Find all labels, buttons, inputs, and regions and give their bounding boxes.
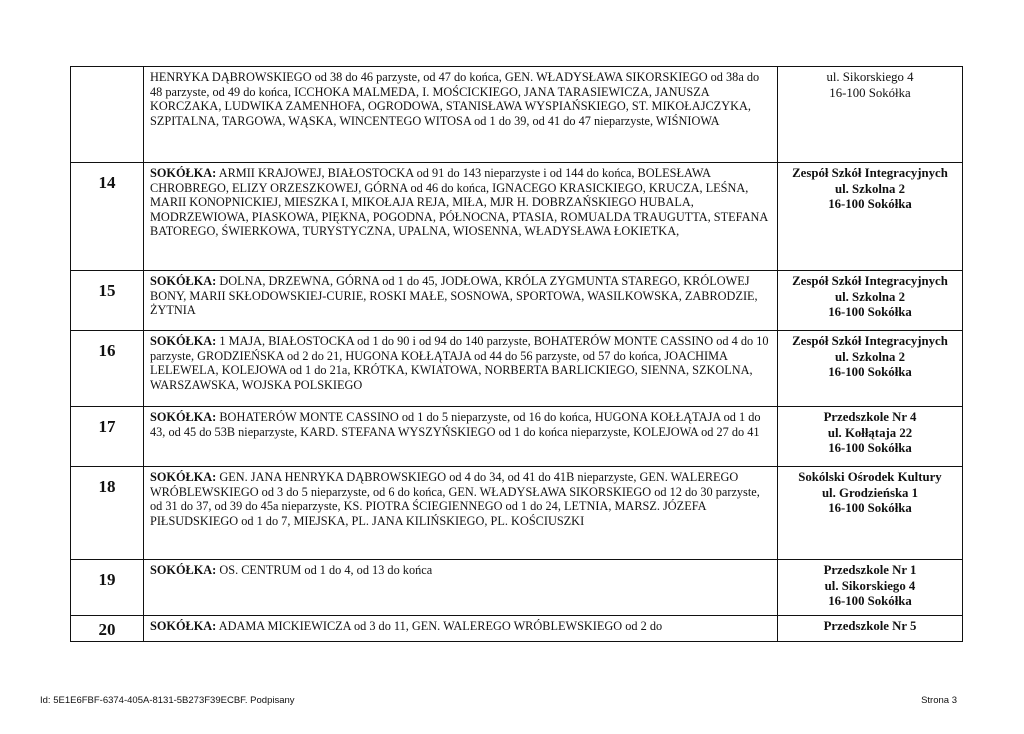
district-area bbox=[144, 67, 778, 163]
district-streets: ADAMA MICKIEWICZA od 3 do 11, GEN. WALEREGO WRÓBLEWSKIEGO od 2 do bbox=[218, 619, 663, 633]
polling-station bbox=[778, 67, 963, 163]
table-row bbox=[71, 560, 963, 616]
polling-station-line: ul. Sikorskiego 4 bbox=[826, 70, 914, 84]
district-town: SOKÓŁKA: bbox=[150, 410, 217, 424]
polling-station-line: ul. Szkolna 2 bbox=[834, 349, 906, 364]
table-row bbox=[71, 407, 963, 467]
document-id-footer: Id: 5E1E6FBF-6374-405A-8131-5B273F39ECBF. Podpisany bbox=[40, 695, 295, 706]
district-town: SOKÓŁKA: bbox=[150, 563, 217, 577]
table-row bbox=[71, 271, 963, 331]
polling-station bbox=[778, 616, 963, 642]
polling-station-line: 16-100 Sokółka bbox=[828, 365, 912, 379]
polling-station-line: 16-100 Sokółka bbox=[828, 594, 912, 608]
polling-station-line: Sokólski Ośrodek Kultury bbox=[798, 470, 942, 484]
polling-station-line: 16-100 Sokółka bbox=[828, 501, 912, 515]
polling-station-line: 16-100 Sokółka bbox=[828, 305, 912, 319]
table-row bbox=[71, 331, 963, 407]
district-number: 14 bbox=[71, 163, 144, 271]
polling-station-line: Zespół Szkół Integracyjnych bbox=[792, 274, 948, 288]
district-streets: ARMII KRAJOWEJ, BIAŁOSTOCKA od 91 do 143 nieparzyste i od 144 do końca, BOLESŁAWA CHROBREGO, ELIZY ORZESZKOWEJ, GÓRNA od 46 do końca, IGNACEGO KRASICKIEGO, KRUCZA, LEŚNA, MARII KONOPNICKIEJ, MIESZKA I, MIKOŁAJA REJA, MIŁA, MJR H. DOBRZAŃSKIEGO HUBALA, MODRZEWIOWA, PIASKOWA, PIĘKNA, POGODNA, PÓŁNOCNA, PTASIA, ROMUALDA TRAUGUTTA, STEFANA BATOREGO, ŚWIERKOWA, TURYSTYCZNA, UPALNA, WIOSENNA, WŁADYSŁAWA ŁOKIETKA, bbox=[150, 166, 768, 239]
district-area bbox=[144, 467, 778, 560]
polling-station bbox=[778, 271, 963, 331]
districts-table bbox=[70, 66, 963, 642]
polling-station-line: ul. Sikorskiego 4 bbox=[824, 578, 916, 593]
polling-station-line: ul. Kołłątaja 22 bbox=[827, 425, 913, 440]
table-row bbox=[71, 163, 963, 271]
district-town: SOKÓŁKA: bbox=[150, 334, 217, 348]
district-area bbox=[144, 616, 778, 642]
district-number: 15 bbox=[71, 271, 144, 331]
polling-station bbox=[778, 407, 963, 467]
district-streets: GEN. JANA HENRYKA DĄBROWSKIEGO od 4 do 34, od 41 do 41B nieparzyste, GEN. WALEREGO WRÓBLEWSKIEGO od 3 do 5 nieparzyste, od 6 do końca, GEN. WŁADYSŁAWA SIKORSKIEGO od 12 do 30 parzyste, od 31 do 37, od 39 do 45a nieparzyste, KS. PIOTRA ŚCIEGIENNEGO od 1 do 24, LETNIA, MARSZ. JÓZEFA PIŁSUDSKIEGO od 1 do 7, MIEJSKA, PL. JANA KILIŃSKIEGO, PL. KOŚCIUSZKI bbox=[150, 470, 760, 528]
district-town: SOKÓŁKA: bbox=[150, 166, 217, 180]
district-number: 20 bbox=[71, 616, 144, 642]
polling-station-line: ul. Szkolna 2 bbox=[834, 289, 906, 304]
district-town: SOKÓŁKA: bbox=[150, 274, 217, 288]
district-area bbox=[144, 407, 778, 467]
district-streets: HENRYKA DĄBROWSKIEGO od 38 do 46 parzyste, od 47 do końca, GEN. WŁADYSŁAWA SIKORSKIEGO od 38a do 48 parzyste, od 49 do końca, ICCHOKA MALMEDA, I. MOŚCICKIEGO, JANA TARASIEWICZA, JANUSZA KORCZAKA, LUDWIKA ZAMENHOFA, OGRODOWA, STANISŁAWA WYSPIAŃSKIEGO, ST. MIKOŁAJCZYKA, SZPITALNA, TARGOWA, WĄSKA, WINCENTEGO WITOSA od 1 do 39, od 41 do 47 nieparzyste, WIŚNIOWA bbox=[150, 70, 760, 128]
polling-station-line: Zespół Szkół Integracyjnych bbox=[792, 334, 948, 348]
polling-station-line: 16-100 Sokółka bbox=[829, 85, 911, 100]
polling-station-line: 16-100 Sokółka bbox=[828, 197, 912, 211]
polling-station-line: Przedszkole Nr 4 bbox=[823, 410, 917, 424]
district-number: 17 bbox=[71, 407, 144, 467]
polling-station-line: Przedszkole Nr 5 bbox=[823, 619, 917, 633]
polling-station-line: ul. Grodzieńska 1 bbox=[821, 485, 919, 500]
district-area bbox=[144, 560, 778, 616]
district-streets: DOLNA, DRZEWNA, GÓRNA od 1 do 45, JODŁOWA, KRÓLA ZYGMUNTA STAREGO, KRÓLOWEJ BONY, MARII SKŁODOWSKIEJ-CURIE, ROSKI MAŁE, SOSNOWA, SPORTOWA, WASILKOWSKA, ZABRODZIE, ŻYTNIA bbox=[150, 274, 758, 318]
district-area bbox=[144, 163, 778, 271]
district-number: 19 bbox=[71, 560, 144, 616]
district-streets: BOHATERÓW MONTE CASSINO od 1 do 5 nieparzyste, od 16 do końca, HUGONA KOŁŁĄTAJA od 1 do 43, od 45 do 53B nieparzyste, KARD. STEFANA WYSZYŃSKIEGO od 1 do końca nieparzyste, KOLEJOWA od 27 do 41 bbox=[150, 410, 761, 439]
district-area bbox=[144, 271, 778, 331]
table-row bbox=[71, 67, 963, 163]
polling-station-line: ul. Szkolna 2 bbox=[834, 181, 906, 196]
district-streets: OS. CENTRUM od 1 do 4, od 13 do końca bbox=[219, 563, 433, 577]
polling-station bbox=[778, 163, 963, 271]
polling-station-line: Zespół Szkół Integracyjnych bbox=[792, 166, 948, 180]
polling-station bbox=[778, 467, 963, 560]
district-number: 16 bbox=[71, 331, 144, 407]
page-number: Strona 3 bbox=[921, 695, 957, 706]
district-number: 18 bbox=[71, 467, 144, 560]
district-number bbox=[71, 67, 144, 163]
table-row bbox=[71, 616, 963, 642]
polling-station bbox=[778, 331, 963, 407]
table-row bbox=[71, 467, 963, 560]
district-town: SOKÓŁKA: bbox=[150, 470, 217, 484]
district-area bbox=[144, 331, 778, 407]
polling-station-line: Przedszkole Nr 1 bbox=[823, 563, 917, 577]
polling-station bbox=[778, 560, 963, 616]
polling-station-line: 16-100 Sokółka bbox=[828, 441, 912, 455]
district-town: SOKÓŁKA: bbox=[150, 619, 217, 633]
district-streets: 1 MAJA, BIAŁOSTOCKA od 1 do 90 i od 94 do 140 parzyste, BOHATERÓW MONTE CASSINO od 4 do 10 parzyste, GRODZIEŃSKA od 2 do 21, HUGONA KOŁŁĄTAJA od 44 do 56 parzyste, od 57 do końca, JOACHIMA LELEWELA, KOLEJOWA od 1 do 21a, KRÓTKA, KWIATOWA, NORBERTA BARLICKIEGO, SIENNA, SZKOLNA, WARSZAWSKA, WOJSKA POLSKIEGO bbox=[150, 334, 769, 392]
